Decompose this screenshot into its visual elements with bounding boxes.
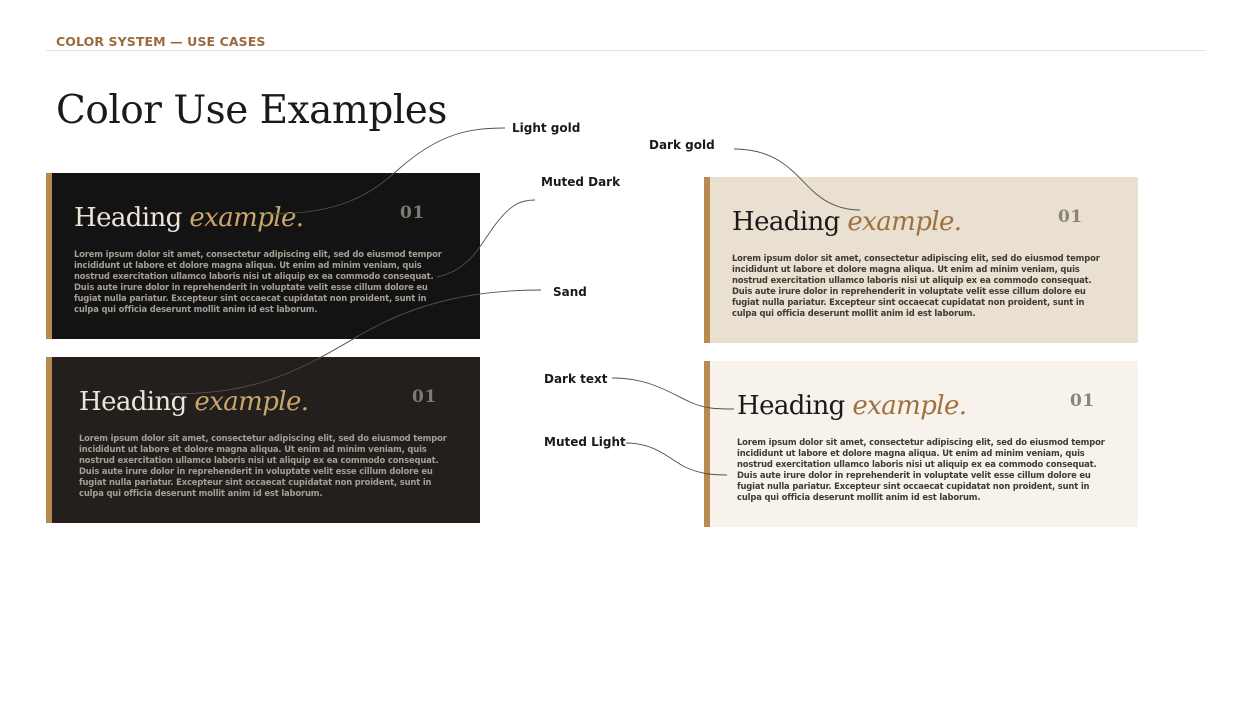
callout-muted-dark: Muted Dark	[541, 175, 621, 189]
card-heading-accent: example.	[194, 387, 309, 417]
color-card-espresso	[46, 357, 480, 523]
card-heading-accent: example.	[847, 207, 962, 237]
card-heading-plain: Heading	[737, 391, 845, 421]
card-body-text: Lorem ipsum dolor sit amet, consectetur adipiscing elit, sed do eiusmod tempor incididunt ut labore et dolore magna aliqua. Ut enim ad minim veniam, quis nostrud exercitation ullamco laboris nisi ut aliquip ex ea commodo consequat. Duis aute irure dolor in reprehenderit in voluptate velit esse cillum dolore eu fugiat nulla pariatur. Excepteur sint occaecat cupidatat non proident, sunt in culpa qui officia deserunt mollit anim id est laborum.	[737, 437, 1105, 502]
callout-muted-light: Muted Light	[544, 435, 626, 449]
card-heading	[79, 387, 308, 417]
card-number: 01	[1070, 391, 1095, 411]
card-heading-plain: Heading	[79, 387, 187, 417]
callout-light-gold: Light gold	[512, 121, 581, 135]
card-heading	[74, 203, 303, 233]
section-label: COLOR SYSTEM — USE CASES	[56, 34, 266, 49]
color-card-cream	[704, 361, 1138, 527]
card-body-text: Lorem ipsum dolor sit amet, consectetur adipiscing elit, sed do eiusmod tempor incididunt ut labore et dolore magna aliqua. Ut enim ad minim veniam, quis nostrud exercitation ullamco laboris nisi ut aliquip ex ea commodo consequat. Duis aute irure dolor in reprehenderit in voluptate velit esse cillum dolore eu fugiat nulla pariatur. Excepteur sint occaecat cupidatat non proident, sunt in culpa qui officia deserunt mollit anim id est laborum.	[79, 433, 447, 498]
callout-dark-gold: Dark gold	[649, 138, 715, 152]
color-card-sand	[704, 177, 1138, 343]
card-body-text: Lorem ipsum dolor sit amet, consectetur adipiscing elit, sed do eiusmod tempor incididunt ut labore et dolore magna aliqua. Ut enim ad minim veniam, quis nostrud exercitation ullamco laboris nisi ut aliquip ex ea commodo consequat. Duis aute irure dolor in reprehenderit in voluptate velit esse cillum dolore eu fugiat nulla pariatur. Excepteur sint occaecat cupidatat non proident, sunt in culpa qui officia deserunt mollit anim id est laborum.	[732, 253, 1100, 318]
card-heading-accent: example.	[852, 391, 967, 421]
callout-sand: Sand	[553, 285, 587, 299]
callout-dark-text: Dark text	[544, 372, 608, 386]
page-title: Color Use Examples	[56, 88, 447, 133]
card-heading	[732, 207, 961, 237]
card-heading-accent: example.	[189, 203, 304, 233]
card-number: 01	[400, 203, 425, 223]
card-heading	[737, 391, 966, 421]
section-divider	[46, 50, 1206, 51]
card-number: 01	[412, 387, 437, 407]
card-number: 01	[1058, 207, 1083, 227]
card-heading-plain: Heading	[732, 207, 840, 237]
card-body-text: Lorem ipsum dolor sit amet, consectetur adipiscing elit, sed do eiusmod tempor incididunt ut labore et dolore magna aliqua. Ut enim ad minim veniam, quis nostrud exercitation ullamco laboris nisi ut aliquip ex ea commodo consequat. Duis aute irure dolor in reprehenderit in voluptate velit esse cillum dolore eu fugiat nulla pariatur. Excepteur sint occaecat cupidatat non proident, sunt in culpa qui officia deserunt mollit anim id est laborum.	[74, 249, 442, 314]
color-card-black	[46, 173, 480, 339]
card-heading-plain: Heading	[74, 203, 182, 233]
